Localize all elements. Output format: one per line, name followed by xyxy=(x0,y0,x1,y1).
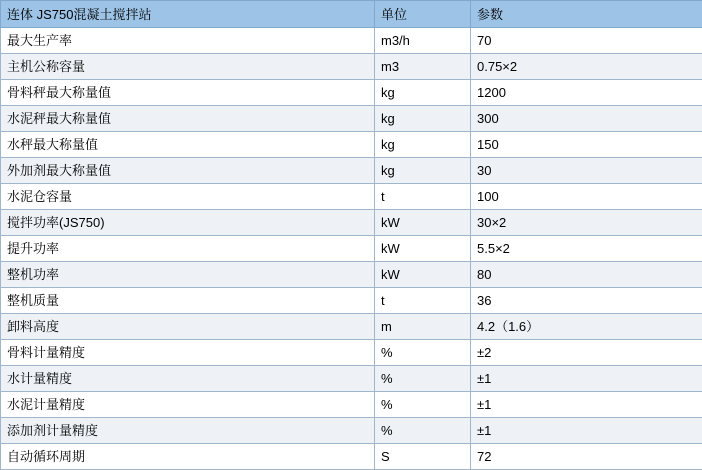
table-cell-unit: kg xyxy=(375,106,471,132)
table-cell-name: 整机功率 xyxy=(1,262,375,288)
table-cell-name: 水泥计量精度 xyxy=(1,392,375,418)
table-row xyxy=(1,210,702,236)
table-cell-name: 水泥仓容量 xyxy=(1,184,375,210)
table-cell-value: 5.5×2 xyxy=(471,236,702,262)
table-cell-name: 卸料高度 xyxy=(1,314,375,340)
table-row xyxy=(1,418,702,444)
table-header xyxy=(1,1,702,28)
table-cell-value: 4.2（1.6） xyxy=(471,314,702,340)
table-row xyxy=(1,444,702,470)
table-cell-value: 0.75×2 xyxy=(471,54,702,80)
table-cell-unit: % xyxy=(375,366,471,392)
table-row xyxy=(1,132,702,158)
table-cell-value: 70 xyxy=(471,28,702,54)
table-row xyxy=(1,314,702,340)
table-row xyxy=(1,366,702,392)
table-cell-unit: t xyxy=(375,184,471,210)
table-header-cell-name: 连体 JS750混凝土搅拌站 xyxy=(1,1,375,28)
table-cell-name: 最大生产率 xyxy=(1,28,375,54)
table-cell-unit: m xyxy=(375,314,471,340)
table-cell-value: 80 xyxy=(471,262,702,288)
table-cell-name: 提升功率 xyxy=(1,236,375,262)
table-cell-value: ±1 xyxy=(471,366,702,392)
table-row xyxy=(1,392,702,418)
table-cell-value: ±1 xyxy=(471,392,702,418)
table-cell-unit: kW xyxy=(375,262,471,288)
table-cell-name: 水秤最大称量值 xyxy=(1,132,375,158)
table-cell-value: 100 xyxy=(471,184,702,210)
table-cell-unit: % xyxy=(375,340,471,366)
table-row xyxy=(1,28,702,54)
table-cell-unit: S xyxy=(375,444,471,470)
table-cell-unit: % xyxy=(375,418,471,444)
table-row xyxy=(1,236,702,262)
table-header-cell-unit: 单位 xyxy=(375,1,471,28)
table-cell-name: 水泥秤最大称量值 xyxy=(1,106,375,132)
table-cell-name: 搅拌功率(JS750) xyxy=(1,210,375,236)
table-cell-unit: kg xyxy=(375,80,471,106)
table-cell-unit: t xyxy=(375,288,471,314)
table-cell-value: 30×2 xyxy=(471,210,702,236)
table-cell-name: 水计量精度 xyxy=(1,366,375,392)
table-row xyxy=(1,340,702,366)
table-row xyxy=(1,288,702,314)
table-cell-value: 1200 xyxy=(471,80,702,106)
table-row xyxy=(1,80,702,106)
table-cell-unit: kW xyxy=(375,236,471,262)
table-header-row xyxy=(1,1,702,28)
table-cell-name: 整机质量 xyxy=(1,288,375,314)
table-cell-name: 添加剂计量精度 xyxy=(1,418,375,444)
table-cell-name: 骨料秤最大称量值 xyxy=(1,80,375,106)
table-cell-value: 30 xyxy=(471,158,702,184)
table-cell-unit: m3 xyxy=(375,54,471,80)
table-cell-name: 自动循环周期 xyxy=(1,444,375,470)
table-cell-unit: kg xyxy=(375,132,471,158)
table-header-cell-value: 参数 xyxy=(471,1,702,28)
table-row xyxy=(1,158,702,184)
table-body xyxy=(1,28,702,470)
table-cell-name: 骨料计量精度 xyxy=(1,340,375,366)
table-cell-unit: kW xyxy=(375,210,471,236)
table-row xyxy=(1,106,702,132)
table-cell-unit: % xyxy=(375,392,471,418)
table-cell-value: ±2 xyxy=(471,340,702,366)
table-row xyxy=(1,54,702,80)
table-cell-value: 150 xyxy=(471,132,702,158)
table-cell-name: 主机公称容量 xyxy=(1,54,375,80)
table-cell-value: 300 xyxy=(471,106,702,132)
table-cell-value: 36 xyxy=(471,288,702,314)
table-row xyxy=(1,184,702,210)
table-cell-value: 72 xyxy=(471,444,702,470)
table-cell-value: ±1 xyxy=(471,418,702,444)
table-cell-name: 外加剂最大称量值 xyxy=(1,158,375,184)
table-row xyxy=(1,262,702,288)
table-cell-unit: m3/h xyxy=(375,28,471,54)
table-cell-unit: kg xyxy=(375,158,471,184)
